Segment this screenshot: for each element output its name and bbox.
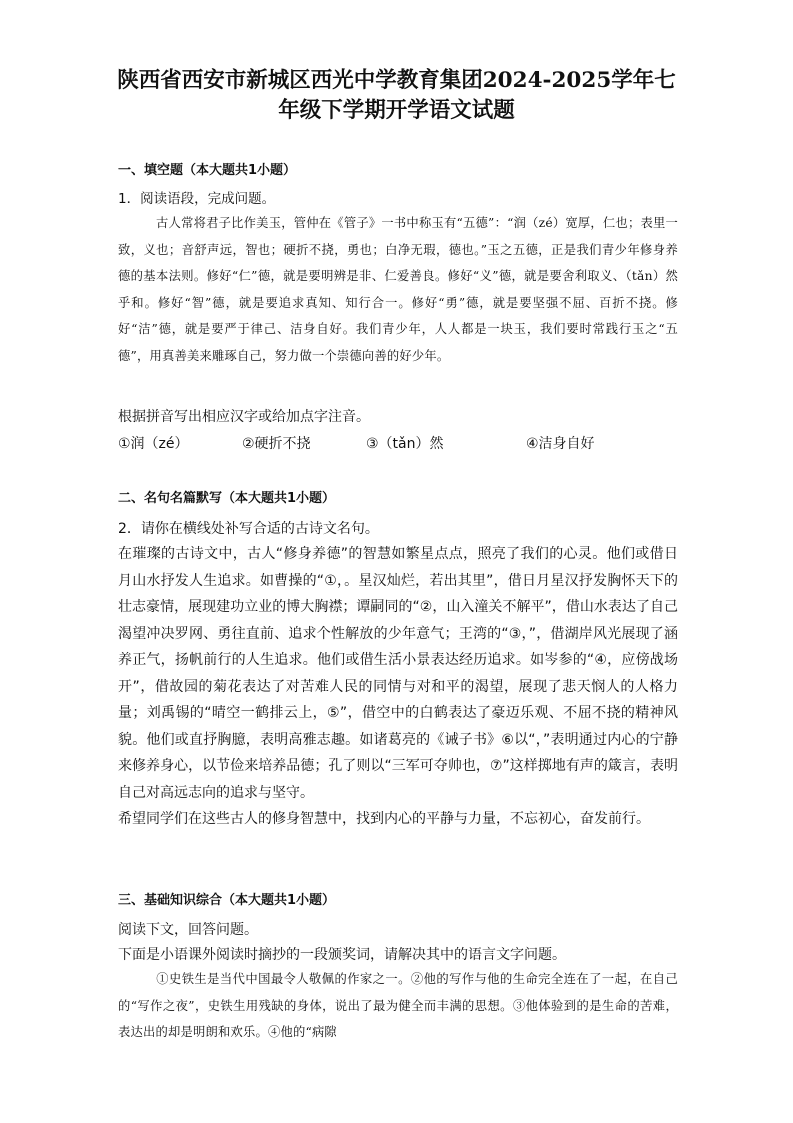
section-2-heading: 二、名句名篇默写（本大题共1小题） bbox=[118, 491, 336, 506]
section-3-heading: 三、基础知识综合（本大题共1小题） bbox=[118, 893, 336, 908]
section-3-line-1: 阅读下文，回答问题。 bbox=[118, 922, 258, 938]
answer-item-3: ③（tǎn）然 bbox=[366, 436, 444, 452]
document-title bbox=[60, 66, 733, 126]
answer-items bbox=[118, 432, 678, 456]
title-line-1: 陕西省西安市新城区西光中学教育集团2024-2025学年七 bbox=[117, 68, 676, 93]
answer-item-4: ④洁身自好 bbox=[526, 436, 595, 452]
title-line-2: 年级下学期开学语文试题 bbox=[278, 98, 515, 123]
section-2-paragraph-2: 希望同学们在这些古人的修身智慧中，找到内心的平静与力量，不忘初心，奋发前行。 bbox=[118, 811, 650, 827]
answer-item-2: ②硬折不挠 bbox=[242, 436, 311, 452]
section-1-instruction: 根据拼音写出相应汉字或给加点字注音。 bbox=[118, 409, 370, 425]
section-3-passage bbox=[118, 966, 678, 1046]
section-1-passage bbox=[118, 210, 678, 369]
section-3-passage-text: ①史铁生是当代中国最令人敬佩的作家之一。②他的写作与他的生命完全连在了一起，在自己的“写作之夜”，史铁生用残缺的身体，说出了最为健全而丰满的思想。③他体验到的是生命的苦难，表达出的却是明朗和欢乐。④他的“病隙 bbox=[118, 972, 678, 1039]
section-1-heading: 一、填空题（本大题共1小题） bbox=[118, 163, 297, 178]
question-2: 2．请你在横线处补写合适的古诗文名句。 bbox=[118, 521, 379, 537]
answer-item-1: ①润（zé） bbox=[118, 436, 189, 452]
question-1: 1．阅读语段，完成问题。 bbox=[118, 191, 276, 207]
section-3-line-2: 下面是小语课外阅读时摘抄的一段颁奖词，请解决其中的语言文字问题。 bbox=[118, 947, 566, 963]
section-2-paragraph-1: 在璀璨的古诗文中，古人“修身养德”的智慧如繁星点点，照亮了我们的心灵。他们或借日月山水抒发人生追求。如曹操的“①，。星汉灿烂，若出其里”，借日月星汉抒发胸怀天下的壮志豪情，展现建功立业的博大胸襟；谭嗣同的“②，山入潼关不解平”，借山水表达了自己渴望冲决罗网、勇往直前、追求个性解放的少年意气；王湾的“③，”，借湖岸风光展现了涵养正气，扬帆前行的人生追求。他们或借生活小景表达经历追求。如岑参的“④，应傍战场开”，借故园的菊花表达了对苦难人民的同情与对和平的渴望，展现了悲天悯人的人格力量；刘禹锡的“晴空一鹤排云上，⑤”，借空中的白鹤表达了豪迈乐观、不屈不挠的精神风貌。他们或直抒胸臆，表明高雅志趣。如诸葛亮的《诫子书》⑥以“，”表明通过内心的宁静来修养身心，以节俭来培养品德；孔了则以“三军可夺帅也，⑦”这样掷地有声的箴言，表明自己对高远志向的追求与坚守。 bbox=[118, 546, 678, 801]
passage-text: 古人常将君子比作美玉，管仲在《管子》一书中称玉有“五德”：“润（zé）宽厚，仁也；表里一致，义也；音舒声远，智也；硬折不挠，勇也；白净无瑕，德也。”玉之五德，正是我们青少年修身养德的基本法则。修好“仁”德，就是要明辨是非、仁爱善良。修好“义”德，就是要舍利取义、（tǎn）然乎和。修好“智”德，就是要追求真知、知行合一。修好“勇”德，就是要坚强不屈、百折不挠。修好“洁”德，就是要严于律己、洁身自好。我们青少年，人人都是一块玉，我们要时常践行玉之“五德”，用真善美来雕琢自己，努力做一个崇德向善的好少年。 bbox=[118, 216, 678, 363]
